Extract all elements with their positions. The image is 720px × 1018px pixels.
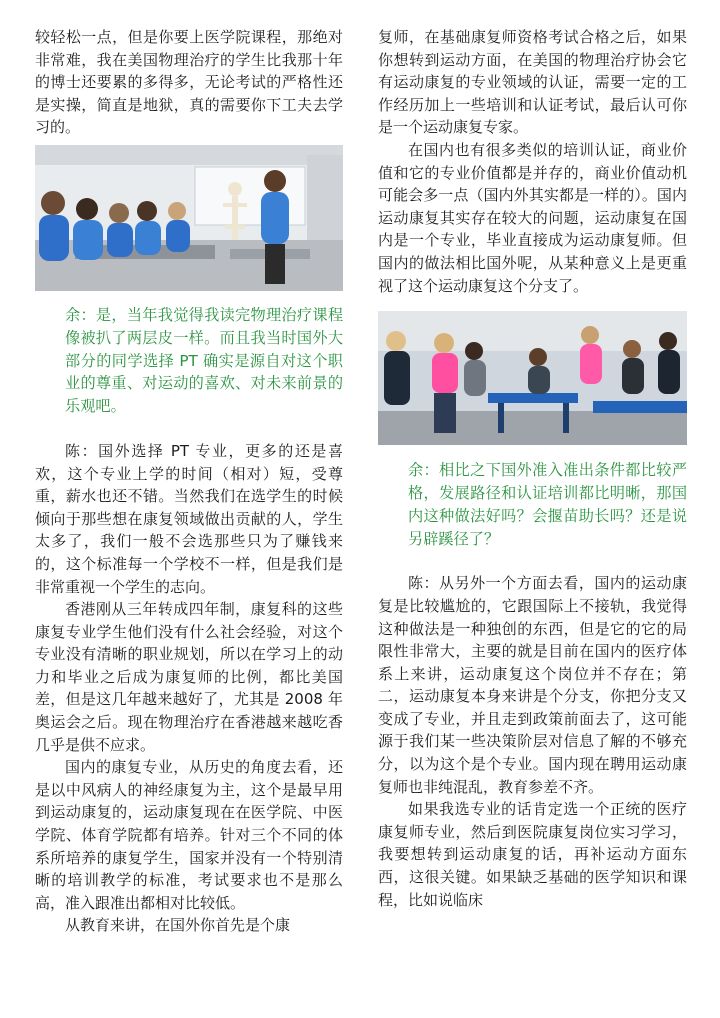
paragraph-intro: 较轻松一点，但是你要上医学院课程，那绝对非常难，我在美国物理治疗的学生比我那十年的博士还要累的多得多，无论考试的严格性还是实操，简直是地狱，真的需要你下工夫去学习的。 <box>35 28 343 137</box>
qa-yu-1: 余：是，当年我觉得我读完物理治疗课程像被扒了两层皮一样。而且我当时国外大部分的同学选择 PT 确实是源自对这个职业的尊重、对运动的喜欢、对未来前景的乐观吧。 <box>65 305 343 416</box>
training-photo <box>378 311 687 445</box>
qa-yu-2: 余：相比之下国外准入准出条件都比较严格，发展路径和认证培训都比明晰，那国内这种做法好吗？会揠苗助长吗？还是说另辟蹊径了？ <box>408 461 687 548</box>
paragraph-chen-1: 陈：国外选择 PT 专业，更多的还是喜欢，这个专业上学的时间（相对）短，受尊重，薪水也还不错。当然我们在选学生的时候倾向于那些想在康复领域做出贡献的人，学生太多了，我们一般不会选那些只为了赚钱来的，这个标准每一个学校不一样，但是我们是非常重视一个学生的志向。 <box>35 441 343 596</box>
paragraph-continued: 复师，在基础康复师资格考试合格之后，如果你想转到运动方面，在美国的物理治疗协会它有运动康复的专业领域的认证，需要一定的工作经历加上一些培训和认证考试，最后认可你是一个运动康复专家。 <box>378 28 687 137</box>
classroom-photo <box>35 145 343 291</box>
paragraph-choice: 如果我选专业的话肯定选一个正统的医疗康复师专业，然后到医院康复岗位实习学习，我要想转到运动康复的话，再补运动方面东西，这很关键。如果缺乏基础的医学知识和课程，比如说临床 <box>378 800 687 909</box>
paragraph-cn-training: 在国内也有很多类似的培训认证，商业价值和它的专业价值都是并存的，商业价值动机可能会多一点（国内外其实都是一样的）。国内运动康复其实存在较大的问题，运动康复在国内是一个专业，毕业直接成为运动康复师。但国内的做法相比国外呢，从某种意义上是更重视了这个运动康复这个分支了。 <box>378 140 687 295</box>
paragraph-domestic: 国内的康复专业，从历史的角度去看，还是以中风病人的神经康复为主，这个是最早用到运动康复的，运动康复现在在医学院、中医学院、体育学院都有培养。针对三个不同的体系所培养的康复学生，国家并没有一个特别清晰的培训教学的标准，考试要求也不是那么高，准入跟准出都相对比较低。 <box>35 758 343 912</box>
right-column <box>378 26 687 911</box>
paragraph-chen-2: 陈：从另外一个方面去看，国内的运动康复是比较尴尬的，它跟国际上不接轨，我觉得这种做法是一种独创的东西，但是它的它的局限性非常大，主要的就是目前在国内的医疗体系上来讲，运动康复这个岗位并不存在；第二，运动康复本身来讲是个分支，你把分支又变成了专业，并且走到政策前面去了，这可能源于我们某一些决策阶层对信息了解的不够充分，以为这个是个专业。国内现在聘用运动康复师也非纯混乱，教育参差不齐。 <box>378 574 687 796</box>
paragraph-education: 从教育来讲，在国外你首先是个康 <box>65 916 291 935</box>
paragraph-hongkong: 香港刚从三年转成四年制，康复科的这些康复专业学生他们没有什么社会经验，对这个专业没有清晰的职业规划，所以在学习上的动力和毕业之后成为康复师的比例，都比美国差，但是这几年越来越好了，尤其是 2008 年奥运会之后。现在物理治疗在香港越来越吃香几乎是供不应求。 <box>35 600 343 754</box>
left-column <box>35 26 343 937</box>
